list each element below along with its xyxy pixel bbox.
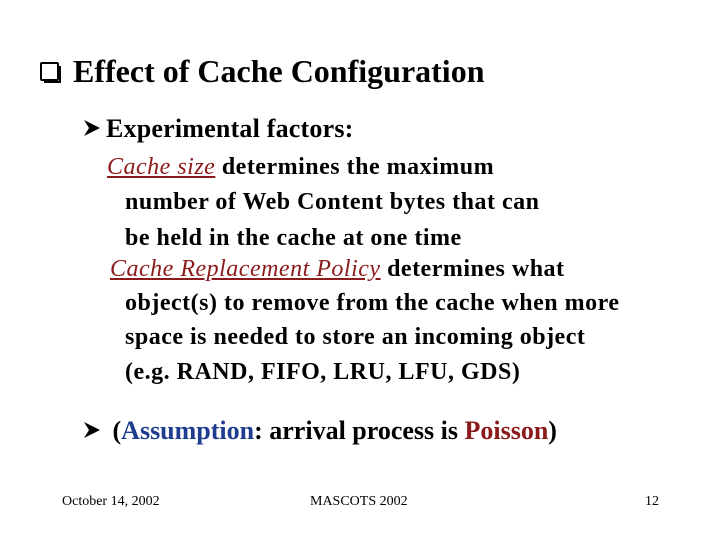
replacement-line-1-text: determines what	[380, 256, 565, 282]
replacement-policy-term: Cache Replacement Policy	[110, 256, 381, 282]
assumption-close-paren: )	[548, 416, 557, 445]
replacement-line-3: space is needed to store an incoming object	[125, 324, 586, 350]
cache-size-line-1	[107, 154, 494, 181]
arrow-bullet-icon	[82, 117, 102, 139]
replacement-line-4: (e.g. RAND, FIFO, LRU, LFU, GDS)	[125, 359, 521, 385]
slide-title-row	[40, 50, 484, 92]
checkbox-bullet-icon	[40, 62, 59, 81]
footer-page-number: 12	[645, 494, 659, 509]
arrow-bullet-icon	[82, 419, 102, 441]
replacement-line-1	[110, 256, 565, 283]
slide-title: Effect of Cache Configuration	[73, 52, 485, 89]
poisson-word: Poisson	[464, 416, 549, 445]
factors-label: Experimental factors:	[106, 114, 354, 143]
assumption-open-paren: (	[112, 416, 122, 445]
experimental-factors-heading	[82, 114, 354, 144]
footer-conference: MASCOTS 2002	[310, 494, 408, 509]
cache-size-line-3: be held in the cache at one time	[125, 225, 462, 251]
replacement-line-2: object(s) to remove from the cache when more	[125, 290, 620, 316]
assumption-line	[82, 416, 557, 446]
assumption-word: Assumption	[121, 416, 255, 445]
cache-size-term: Cache size	[107, 154, 216, 180]
cache-size-line-2: number of Web Content bytes that can	[125, 189, 540, 215]
footer-date: October 14, 2002	[62, 494, 160, 509]
cache-size-line-1-text: determines the maximum	[215, 154, 495, 180]
assumption-middle: : arrival process is	[254, 416, 465, 445]
